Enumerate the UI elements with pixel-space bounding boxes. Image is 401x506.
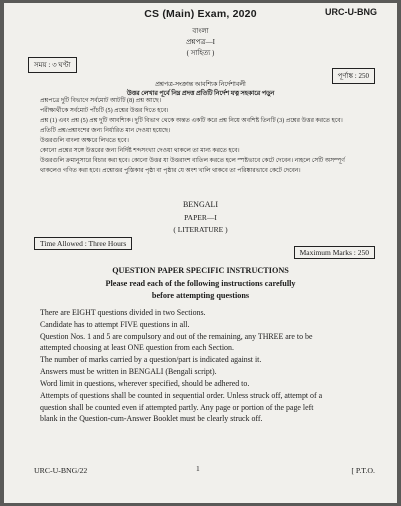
en-heading: QUESTION PAPER SPECIFIC INSTRUCTIONS xyxy=(112,266,289,275)
en-instruction: There are EIGHT questions divided in two Sections. xyxy=(40,308,206,317)
bn-instruction: উত্তরগুলি বাংলা অক্ষরে লিখতে হবে। xyxy=(40,138,129,144)
bn-instruction: কোনো প্রশ্নের সঙ্গে উত্তরের জন্য নির্দিষ্ট শব্দসংখ্যা দেওয়া থাকলে তা মান্য করতে হবে। xyxy=(40,148,240,154)
en-time-box: Time Allowed : Three Hours xyxy=(34,237,132,250)
footer-code: URC-U-BNG/22 xyxy=(34,466,88,475)
bn-instruction: প্রশ্ন (1) এবং প্রশ্ন (5) প্রশ্ন দুটি আবশ্যিক। দুটি বিভাগ থেকে অন্তত একটি করে প্রশ্ন নিয়ে অবশিষ্ট তিনটি (3) প্রশ্নের উত্তর করতে হবে। xyxy=(40,118,343,124)
en-instruction: The number of marks carried by a question/part is indicated against it. xyxy=(40,355,262,364)
bn-instruction: প্রতিটি প্রশ্ন/প্রশ্নাংশের জন্য নির্ধারিত মান দেওয়া হয়েছে। xyxy=(40,128,171,134)
bn-language: বাংলা xyxy=(192,27,209,35)
bn-instruction: উত্তরগুলি ক্রমানুসারে বিচার করা হবে। কোনো উত্তর যা উত্তরাংশ বাতিল করতে হলে স্পষ্টভাবে কেটে দেবেন। নাহলে সেটি অসম্পূর্ণ xyxy=(40,158,345,164)
bn-heading: প্রশ্নপত্র-সংক্রান্ত আবশ্যিক নির্দেশাবলী xyxy=(155,81,246,88)
en-marks-box: Maximum Marks : 250 xyxy=(294,246,375,259)
en-instruction: Answers must be written in BENGALI (Bengali script). xyxy=(40,367,217,376)
en-instruction: Candidate has to attempt FIVE questions in all. xyxy=(40,320,190,329)
en-subject: ( LITERATURE ) xyxy=(173,225,228,234)
en-instruction: question shall be counted even if attempted partly. Any page or portion of the page left xyxy=(40,403,314,412)
page-number: 1 xyxy=(196,464,200,473)
bn-paper: প্রশ্নপত্র—I xyxy=(186,38,215,46)
en-instruction: Word limit in questions, wherever specified, should be adhered to. xyxy=(40,379,250,388)
en-instruction: Attempts of questions shall be counted in sequential order. Unless struck off, attempt of a xyxy=(40,391,323,400)
en-language: BENGALI xyxy=(182,200,219,209)
bn-subheading: উত্তর লেখার পূর্বে নিম্ন প্রদত্ত প্রতিটি নির্দেশ যত্ন সহকারে পড়ুন xyxy=(126,90,275,97)
bn-instruction: প্রশ্নপত্রে দুটি বিভাগে সর্বমোট আটটি (8) প্রশ্ন আছে। xyxy=(40,98,162,104)
en-paper: PAPER—I xyxy=(184,213,217,222)
en-subheading: Please read each of the following instructions carefully xyxy=(105,279,296,288)
exam-page xyxy=(4,3,397,503)
paper-code: URC-U-BNG xyxy=(325,7,377,17)
en-subheading: before attempting questions xyxy=(151,291,250,300)
exam-title: CS (Main) Exam, 2020 xyxy=(144,8,257,20)
bn-marks-box: পূর্ণাঙ্ক : 250 xyxy=(332,68,375,84)
en-instruction: blank in the Question-cum-Answer Booklet must be clearly struck off. xyxy=(40,414,263,423)
bn-instruction: থাকলেও গণিত করা হবে। প্রশ্নোত্তর পুস্তিকার পৃষ্ঠা বা পৃষ্ঠার যে অংশ খালি থাকবে তা পরিষ্কারভাবে কেটে দেবেন। xyxy=(40,168,301,174)
pto-marker: [ P.T.O. xyxy=(351,466,375,475)
bn-instruction: পরীক্ষার্থীকে সর্বমোট পাঁচটি (5) প্রশ্নের উত্তর দিতে হবে। xyxy=(40,108,169,114)
bn-time-box: সময় : ৩ ঘণ্টা xyxy=(28,57,77,73)
en-instruction: attempted choosing at least ONE question from each Section. xyxy=(40,343,234,352)
bn-subject: ( সাহিত্য ) xyxy=(186,49,215,57)
en-instruction: Question Nos. 1 and 5 are compulsory and out of the remaining, any THREE are to be xyxy=(40,332,313,341)
